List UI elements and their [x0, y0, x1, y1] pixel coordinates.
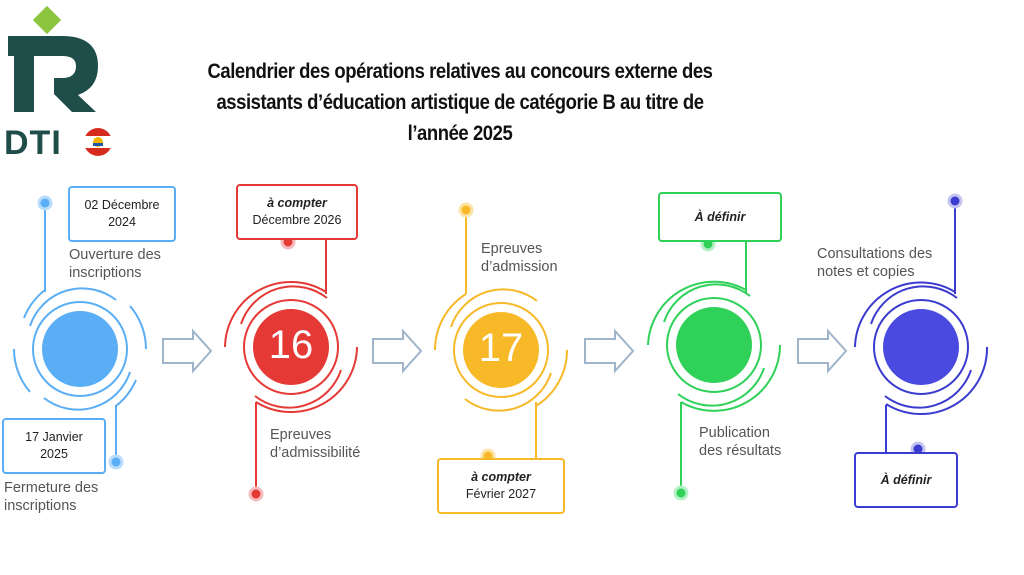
step-5-label: Consultations des notes et copies	[817, 246, 933, 280]
step-1-bottom-label: Fermeture des inscriptions	[4, 480, 99, 514]
arrow-4	[798, 331, 846, 371]
step-1-end-date-line2: 2025	[40, 447, 68, 461]
step-5-core	[883, 309, 959, 385]
step-5-graphic	[855, 195, 987, 455]
step-4-label: Publication des résultats	[699, 425, 782, 459]
step-4-date-em: À définir	[694, 209, 746, 224]
step-4-core	[676, 307, 752, 383]
step-1-core	[42, 311, 118, 387]
step-2-date-box	[236, 184, 358, 240]
step-3-date: Février 2027	[465, 487, 537, 501]
step-1-start-date-line1: 02 Décembre	[84, 198, 160, 212]
step-1-top-label: Ouverture des inscriptions	[69, 247, 161, 281]
step-2-date-em: à compter	[267, 196, 327, 210]
arrow-1	[163, 331, 211, 371]
step-1-end-date-box	[2, 418, 106, 474]
step-4-date-box	[658, 192, 782, 242]
step-2-number: 16	[268, 323, 314, 367]
step-1-start-date-box	[68, 186, 176, 242]
arrow-2	[373, 331, 421, 371]
step-1-end-date-line1: 17 Janvier	[25, 430, 83, 444]
page-title: Calendrier des opérations relatives au concours externe des assistants d’éducation artistique de catégorie B au titre de l’année 2025	[207, 60, 713, 145]
step-2-label: Epreuves d’admissibilité	[270, 427, 361, 461]
step-2-date: Décembre 2026	[252, 213, 342, 227]
logo-text: DTI	[4, 124, 62, 162]
step-3-date-box	[437, 458, 565, 514]
arrow-3	[585, 331, 633, 371]
step-1-start-date-line2: 2024	[108, 215, 136, 229]
step-3-label: Epreuves d’admission	[481, 241, 558, 275]
step-5-date-box	[854, 452, 958, 508]
step-3-number: 17	[478, 326, 524, 370]
step-5-date-em: À définir	[880, 472, 932, 487]
step-3-date-em: à compter	[471, 470, 531, 484]
